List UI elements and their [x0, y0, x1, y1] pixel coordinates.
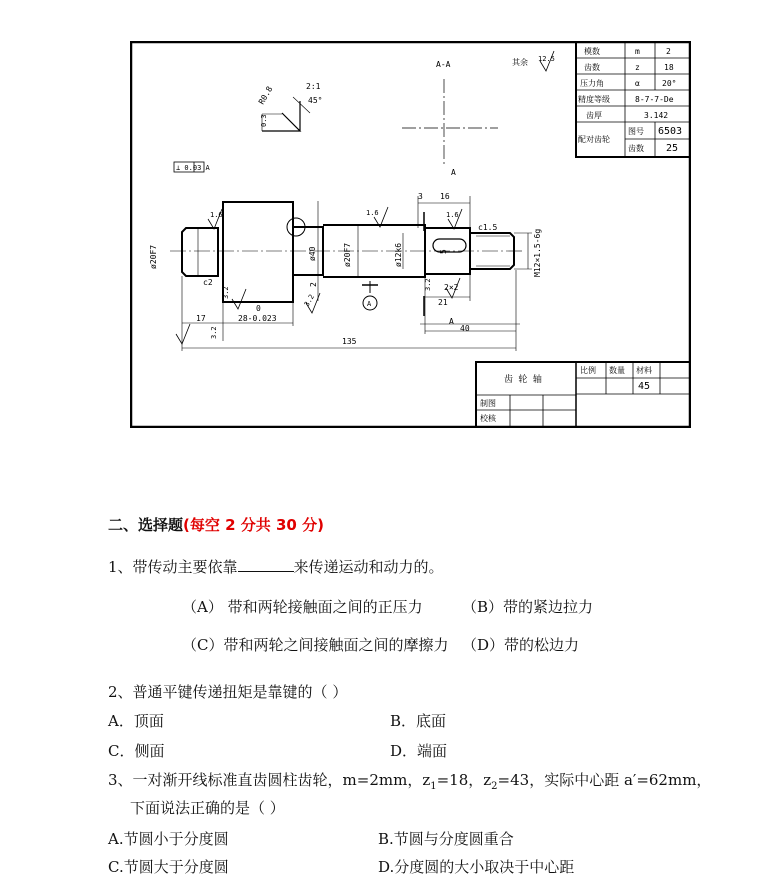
q1-option-b: （B）带的紧边拉力 — [462, 598, 594, 616]
dim-angle: 45° — [308, 96, 323, 105]
rough-16b: 1.6 — [366, 209, 379, 217]
q1-option-d: （D）带的松边力 — [462, 636, 580, 654]
question-3 — [108, 769, 711, 792]
tb-material: 材料 — [636, 366, 652, 375]
section-title — [108, 514, 324, 535]
dim-5: 5 — [439, 249, 448, 254]
dim-phi20f7-mid: ø20F7 — [343, 242, 352, 267]
dim-thread: M12×1.5-6g — [533, 228, 542, 277]
mating-1-value: 25 — [666, 143, 679, 154]
param-0-name: 模数 — [584, 47, 600, 56]
gear-shaft-drawing — [130, 41, 691, 428]
param-2-value: 20° — [662, 79, 677, 88]
tb-material-value: 45 — [638, 381, 651, 392]
tb-scale: 比例 — [580, 366, 596, 375]
dim-17: 17 — [196, 314, 206, 323]
section-note: (每空 2 分共 30 分) — [183, 516, 324, 534]
q3-option-a: A.节圆小于分度圆 — [108, 830, 229, 848]
rough-32b: 3.2 — [302, 293, 317, 308]
q3-option-c: C.节圆大于分度圆 — [108, 858, 229, 876]
param-1-name: 齿数 — [584, 63, 600, 72]
dim-phi40: ø40 — [308, 246, 317, 261]
dim-03: 0.3 — [260, 114, 268, 127]
dim-40: 40 — [460, 324, 470, 333]
mating-0-name: 图号 — [628, 127, 644, 136]
q3-option-b: B.节圆与分度圆重合 — [378, 830, 514, 848]
dim-phi12k6: ø12k6 — [394, 242, 403, 267]
dim-28: 28-0.023 — [238, 314, 277, 323]
mating-0-value: 6503 — [658, 126, 683, 137]
keyway-slot — [433, 239, 466, 252]
q3-option-d: D.分度圆的大小取决于中心距 — [378, 858, 575, 876]
dim-16: 16 — [440, 192, 450, 201]
dim-phi20f7-left: ø20F7 — [149, 244, 158, 269]
tb-checked: 校核 — [480, 414, 496, 423]
dim-21: 21 — [438, 298, 448, 307]
view-arrow-A: A — [451, 168, 456, 177]
param-4-value: 3.142 — [644, 111, 669, 120]
dim-c2: c2 — [203, 278, 213, 287]
q3-sub2: 2 — [491, 781, 498, 792]
dim-c15: c1.5 — [478, 223, 498, 232]
question-2: 2、普通平键传递扭矩是靠键的（ ） — [108, 683, 348, 701]
param-0-value: 2 — [666, 47, 671, 56]
dim-2: 2 — [309, 282, 318, 287]
question-1 — [108, 556, 444, 577]
dim-r08: R0.8 — [256, 84, 275, 106]
q3-line2: 下面说法正确的是（ ） — [130, 799, 285, 817]
dim-ratio: 2:1 — [306, 82, 321, 91]
mating-1-name: 齿数 — [628, 144, 644, 153]
roughness-rest-value: 12.5 — [538, 55, 555, 63]
param-3-value: 8-7-7-De — [635, 95, 674, 104]
roughness-rest-label: 其余 — [512, 58, 528, 67]
section-label: A-A — [436, 60, 451, 69]
q1-post: 来传递运动和动力的。 — [293, 558, 444, 576]
param-2-symbol: α — [635, 79, 640, 88]
rough-32c: 3.2 — [424, 278, 432, 291]
dim-3: 3 — [418, 192, 423, 201]
param-3-name: 精度等级 — [578, 95, 610, 104]
q1-pre: 1、带传动主要依靠 — [108, 558, 238, 576]
tb-qty: 数量 — [609, 366, 625, 375]
q3-line1-c: =43，实际中心距 a′=62mm， — [497, 771, 712, 789]
section-mark-A-label: A — [367, 300, 372, 308]
q3-line1-a: 3、一对渐开线标准直齿圆柱齿轮，m=2mm，z — [108, 771, 431, 789]
q3-sub1: 1 — [430, 781, 437, 792]
rough-32d: 3.2 — [222, 286, 230, 299]
param-2-name: 压力角 — [580, 79, 604, 88]
rough-16c: 1.6 — [446, 211, 459, 219]
mating-label: 配对齿轮 — [578, 135, 610, 144]
q1-option-c: （C）带和两轮之间接触面之间的摩擦力 — [182, 636, 449, 654]
param-4-name: 齿厚 — [586, 111, 602, 120]
section-title-text: 二、选择题 — [108, 516, 184, 534]
q3-line1-b: =18，z — [436, 771, 492, 789]
part-name: 齿 轮 轴 — [504, 375, 542, 385]
param-1-value: 18 — [664, 63, 674, 72]
rough-16a: 1.6 — [210, 211, 223, 219]
tb-drawn: 制图 — [480, 399, 496, 408]
dim-135: 135 — [342, 337, 357, 346]
q2-option-a: A．顶面 — [108, 712, 164, 730]
q1-option-a: （A） 带和两轮接触面之间的正压力 — [182, 598, 423, 616]
view-arrow-A2: A — [449, 317, 454, 326]
tolerance-text: ⊥ 0.03 A — [176, 164, 210, 172]
q2-option-b: B．底面 — [390, 712, 447, 730]
q1-blank — [238, 557, 294, 572]
q2-option-c: C．侧面 — [108, 742, 165, 760]
q2-option-d: D．端面 — [390, 742, 448, 760]
param-0-symbol: m — [635, 47, 640, 56]
rough-32a: 3.2 — [210, 326, 218, 339]
dim-2x2: 2×2 — [444, 283, 459, 292]
dim-0: 0 — [256, 304, 261, 313]
param-1-symbol: z — [635, 63, 640, 72]
